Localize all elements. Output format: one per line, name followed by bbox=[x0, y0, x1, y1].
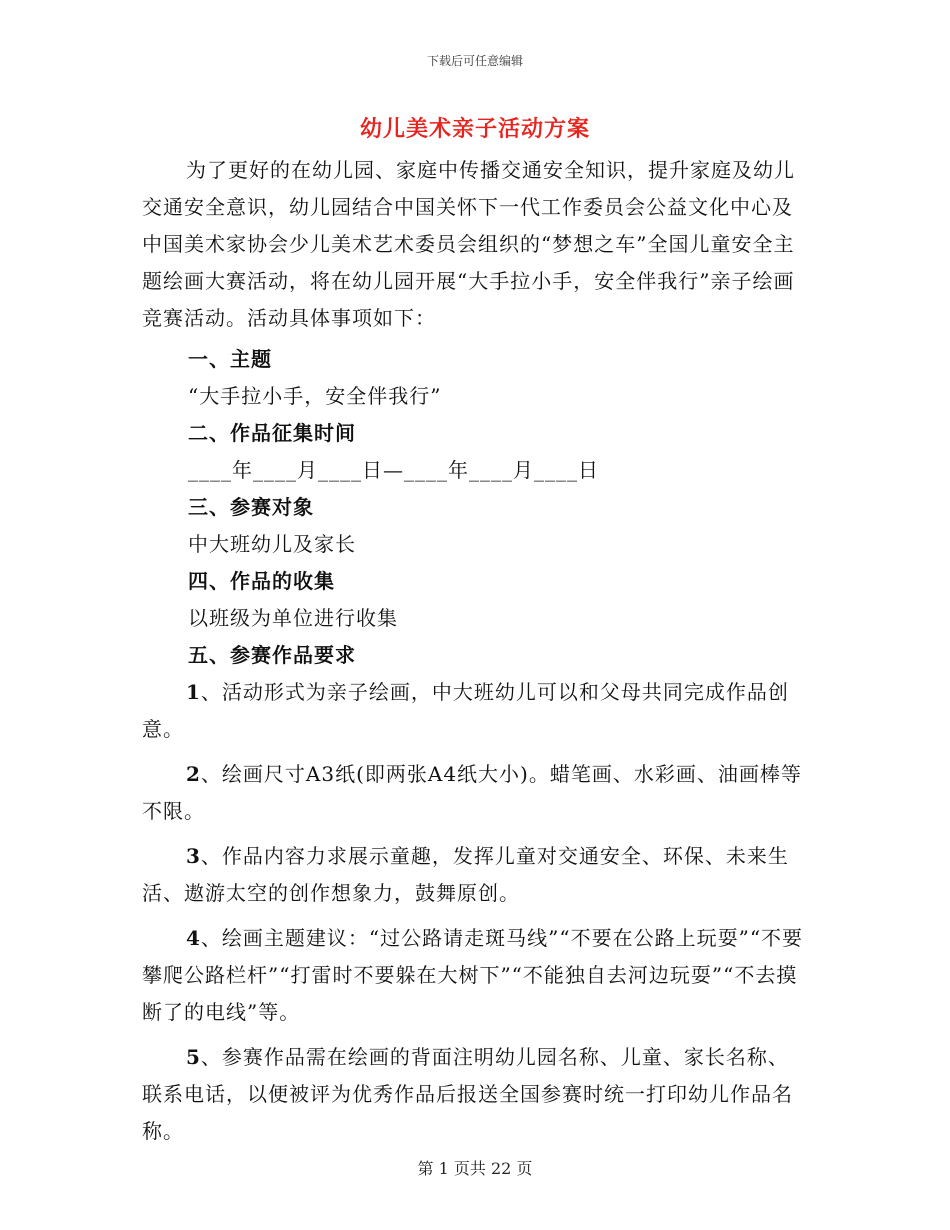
document-body bbox=[142, 152, 808, 1158]
requirement-text: 、参赛作品需在绘画的背面注明幼儿园名称、儿童、家长名称、联系电话，以便被评为优秀作品后报送全国参赛时统一打印幼儿作品名称。 bbox=[142, 1045, 793, 1143]
document-title: 幼儿美术亲子活动方案 bbox=[359, 116, 590, 142]
requirement-text: 、活动形式为亲子绘画，中大班幼儿可以和父母共同完成作品创意。 bbox=[142, 680, 789, 741]
requirement-item bbox=[142, 838, 808, 912]
section-heading-participants: 三、参赛对象 bbox=[188, 495, 314, 519]
requirement-item bbox=[142, 920, 808, 1031]
section-heading-collection-time: 二、作品征集时间 bbox=[188, 421, 356, 445]
requirement-text: 、作品内容力求展示童趣，发挥儿童对交通安全、环保、未来生活、遨游太空的创作想象力，鼓舞原创。 bbox=[142, 844, 789, 905]
requirement-number: 1 bbox=[186, 680, 201, 704]
page-header-note: 下载后可任意编辑 bbox=[426, 54, 523, 68]
requirement-text: 、绘画主题建议：“过公路请走斑马线”“不要在公路上玩耍”“不要攀爬公路栏杆”“打雷时不要躲在大树下”“不能独自去河边玩耍”“不去摸断了的电线”等。 bbox=[142, 926, 804, 1024]
requirement-item bbox=[142, 756, 808, 830]
intro-paragraph: 为了更好的在幼儿园、家庭中传播交通安全知识，提升家庭及幼儿交通安全意识，幼儿园结合中国关怀下一代工作委员会公益文化中心及中国美术家协会少儿美术艺术委员会组织的“梦想之车”全国儿童安全主题绘画大赛活动，将在幼儿园开展“大手拉小手，安全伴我行”亲子绘画竞赛活动。活动具体事项如下： bbox=[142, 158, 795, 330]
section-heading-theme: 一、主题 bbox=[188, 347, 272, 371]
section-heading-requirements: 五、参赛作品要求 bbox=[188, 643, 356, 667]
requirement-text: 、绘画尺寸A3纸(即两张A4纸大小)。蜡笔画、水彩画、油画棒等不限。 bbox=[142, 762, 802, 823]
page-number-footer: 第 1 页共 22 页 bbox=[417, 1159, 533, 1178]
section-body-theme: “大手拉小手，安全伴我行” bbox=[188, 384, 442, 408]
section-body-collection-time: ____年____月____日—____年____月____日 bbox=[188, 458, 599, 482]
section-body-work-collection: 以班级为单位进行收集 bbox=[188, 606, 398, 630]
requirement-number: 5 bbox=[186, 1045, 201, 1069]
section-body-participants: 中大班幼儿及家长 bbox=[188, 532, 356, 556]
requirement-number: 2 bbox=[186, 762, 201, 786]
requirement-item bbox=[142, 1039, 808, 1150]
section-heading-work-collection: 四、作品的收集 bbox=[188, 569, 335, 593]
requirement-item bbox=[142, 674, 808, 748]
requirement-number: 4 bbox=[186, 926, 201, 950]
requirement-number: 3 bbox=[186, 844, 201, 868]
